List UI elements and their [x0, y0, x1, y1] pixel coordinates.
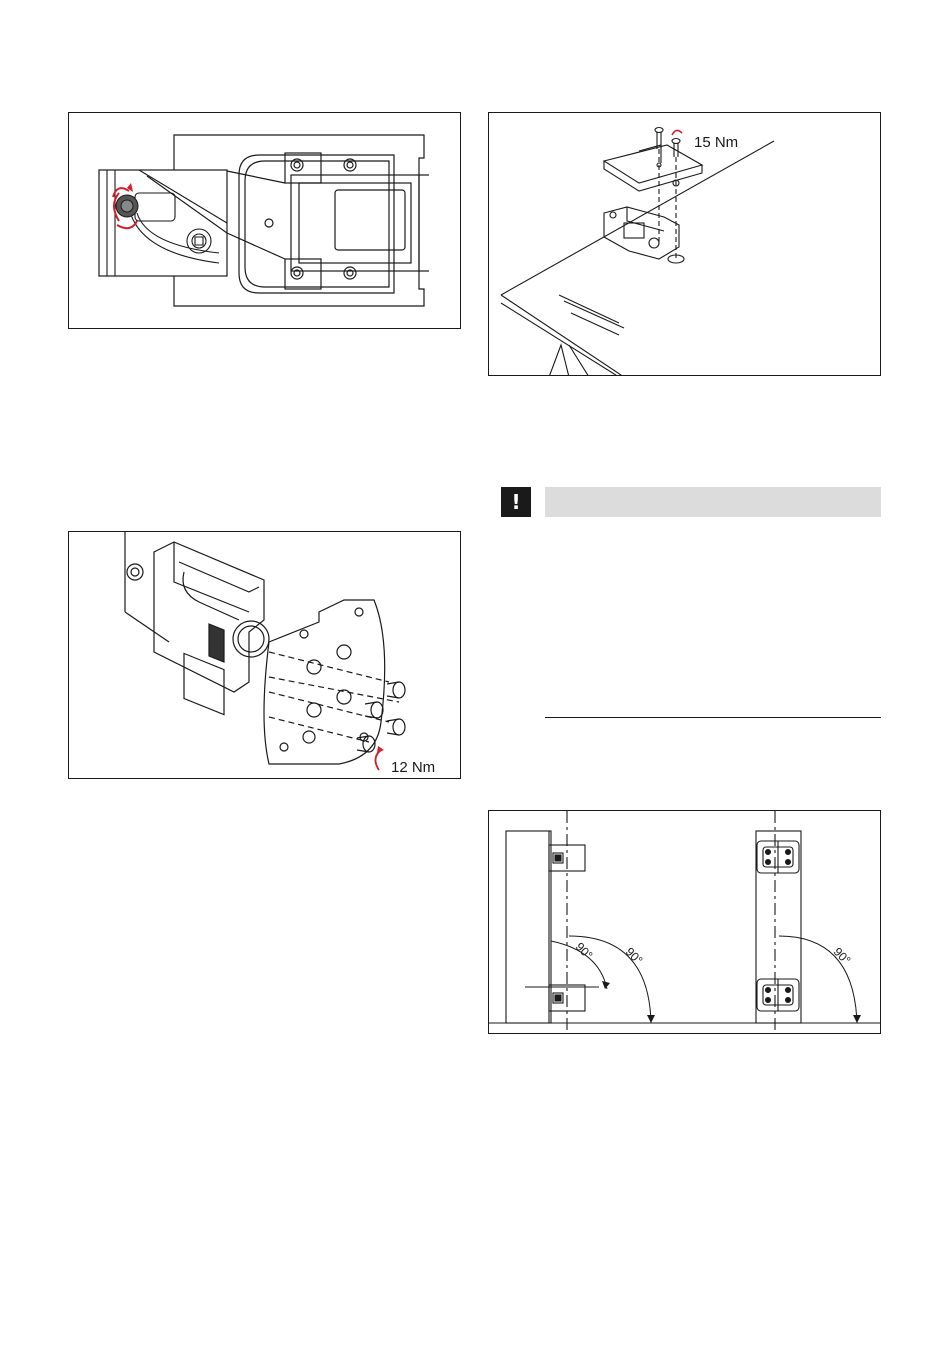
figure-door-alignment	[488, 810, 881, 1034]
notice-divider	[545, 717, 881, 718]
angle-label-right: 90°	[830, 944, 854, 968]
figure-glass-clamp	[488, 112, 881, 376]
angle-label-left-inner: 90°	[572, 939, 596, 963]
torque-label-15nm: 15 Nm	[694, 134, 739, 151]
torque-label-12nm: 12 Nm	[391, 759, 436, 776]
angle-label-left-outer: 90°	[622, 944, 646, 968]
door-alignment-drawing	[489, 811, 881, 1034]
figure-hinge-adjustment	[68, 112, 461, 329]
plate-mount-drawing	[69, 532, 461, 779]
glass-clamp-drawing	[489, 113, 881, 376]
notice-bar	[545, 487, 881, 517]
figure-plate-mount	[68, 531, 461, 779]
notice-header	[501, 487, 881, 517]
exclamation-icon: !	[501, 487, 531, 517]
hinge-adjustment-drawing	[69, 113, 461, 329]
